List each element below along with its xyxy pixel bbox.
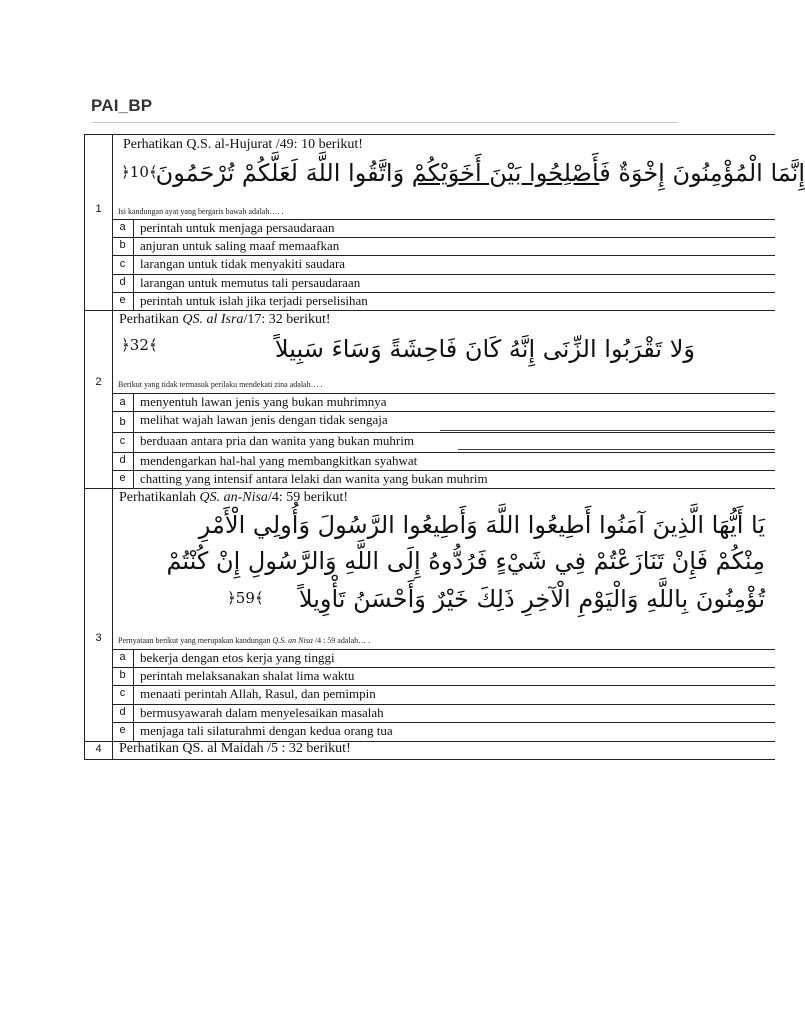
q2-option-c-letter: c [119,435,126,447]
q1-option-d[interactable]: larangan untuk memutus tali persaudaraan [140,275,361,290]
q3-option-e[interactable]: menjaga tali silaturahmi dengan kedua orang tua [140,723,393,738]
q1-option-a[interactable]: perintah untuk menjaga persaudaraan [140,220,335,235]
q1-option-d-letter: d [119,276,126,288]
q1-underlined-phrase: أَصْلِحُوا بَيْنَ أَخَوَيْكُمْ [411,159,600,187]
q3-option-a-letter: a [119,651,126,663]
q1-verse-number: ﴿10﴾ [121,163,158,181]
header-divider [91,122,678,123]
q1-option-b[interactable]: anjuran untuk saling maaf memaafkan [140,238,340,253]
q4-lead: Perhatikan QS. al Maidah /5 : 32 berikut! [119,741,351,756]
q3-number: 3 [95,632,102,644]
q1-option-c-letter: c [119,258,126,270]
q3-option-a[interactable]: bekerja dengan etos kerja yang tinggi [140,650,335,665]
q3-option-d[interactable]: bermusyawarah dalam menyelesaikan masalah [140,705,384,720]
q1-option-e[interactable]: perintah untuk islah jika terjadi perselisihan [140,293,368,308]
q2-option-a-letter: a [119,396,126,408]
q3-option-e-letter: e [119,724,126,736]
q2-option-b-letter: b [119,416,126,428]
q2-arabic-verse: وَلا تَقْرَبُوا الزِّنَى إِنَّهُ كَانَ فَاحِشَةً وَسَاءَ سَبِيلاً [274,335,695,363]
q3-option-b[interactable]: perintah melaksanakan shalat lima waktu [140,668,355,683]
q3-verse-number: ﴿59﴾ [227,589,264,607]
q4-number: 4 [95,743,102,755]
q1-option-e-letter: e [119,294,126,306]
q3-option-c-letter: c [119,687,126,699]
q1-lead: Perhatikan Q.S. al-Hujurat /49: 10 berikut! [123,137,363,152]
q2-option-d[interactable]: mendengarkan hal-hal yang membangkitkan syahwat [140,453,418,468]
q2-number: 2 [95,376,102,388]
q3-arabic-line-2: مِنْكُمْ فَإِنْ تَنَازَعْتُمْ فِي شَيْءٍ فَرُدُّوهُ إِلَى اللَّهِ وَالرَّسُولِ إِنْ كُنْتُمْ [166,547,765,575]
q1-prompt: Isi kandungan ayat yang bergaris bawah adalah…. . [118,207,284,216]
q2-option-b[interactable]: melihat wajah lawan jenis dengan tidak sengaja [140,412,388,427]
q2-verse-number: ﴿32﴾ [121,336,158,354]
question-table [84,134,805,760]
q2-option-e[interactable]: chatting yang intensif antara lelaki dan wanita yang bukan muhrim [140,471,488,486]
q2-lead: Perhatikan QS. al Isra/17: 32 berikut! [119,312,331,327]
q3-arabic-line-3: تُؤْمِنُونَ بِاللَّهِ وَالْيَوْمِ الْآخِرِ ذَلِكَ خَيْرٌ وَأَحْسَنُ تَأْوِيلاً [298,585,765,613]
document-title: PAI_BP [91,96,153,115]
q2-option-c[interactable]: berduaan antara pria dan wanita yang bukan muhrim [140,433,414,448]
q1-number: 1 [95,203,102,215]
q3-option-c[interactable]: menaati perintah Allah, Rasul, dan pemimpin [140,686,376,701]
q1-option-c[interactable]: larangan untuk tidak menyakiti saudara [140,256,346,271]
q3-prompt: Pernyataan berikut yang merupakan kandungan Q.S. an Nisa /4 : 59 adalah… . [118,636,371,645]
q2-option-d-letter: d [119,454,126,466]
q3-option-d-letter: d [119,706,126,718]
q3-option-b-letter: b [119,669,126,681]
q1-option-b-letter: b [119,239,126,251]
q1-arabic-verse: إِنَّمَا الْمُؤْمِنُونَ إِخْوَةٌ فَأَصْلِحُوا بَيْنَ أَخَوَيْكُمْ وَاتَّقُوا اللَّهَ لَعَلَّكُمْ تُرْحَمُونَ [155,159,805,187]
q2-option-e-letter: e [119,472,126,484]
q3-arabic-line-1: يَا أَيُّهَا الَّذِينَ آمَنُوا أَطِيعُوا اللَّهَ وَأَطِيعُوا الرَّسُولَ وَأُولِي الْأَمْرِ [198,511,765,539]
q2-option-a[interactable]: menyentuh lawan jenis yang bukan muhrimnya [140,394,387,409]
q3-lead: Perhatikanlah QS. an-Nisa/4: 59 berikut! [119,490,349,505]
q2-prompt: Berikut yang tidak termasuk perilaku mendekati zina adalah… . [118,380,323,389]
q1-option-a-letter: a [119,221,126,233]
